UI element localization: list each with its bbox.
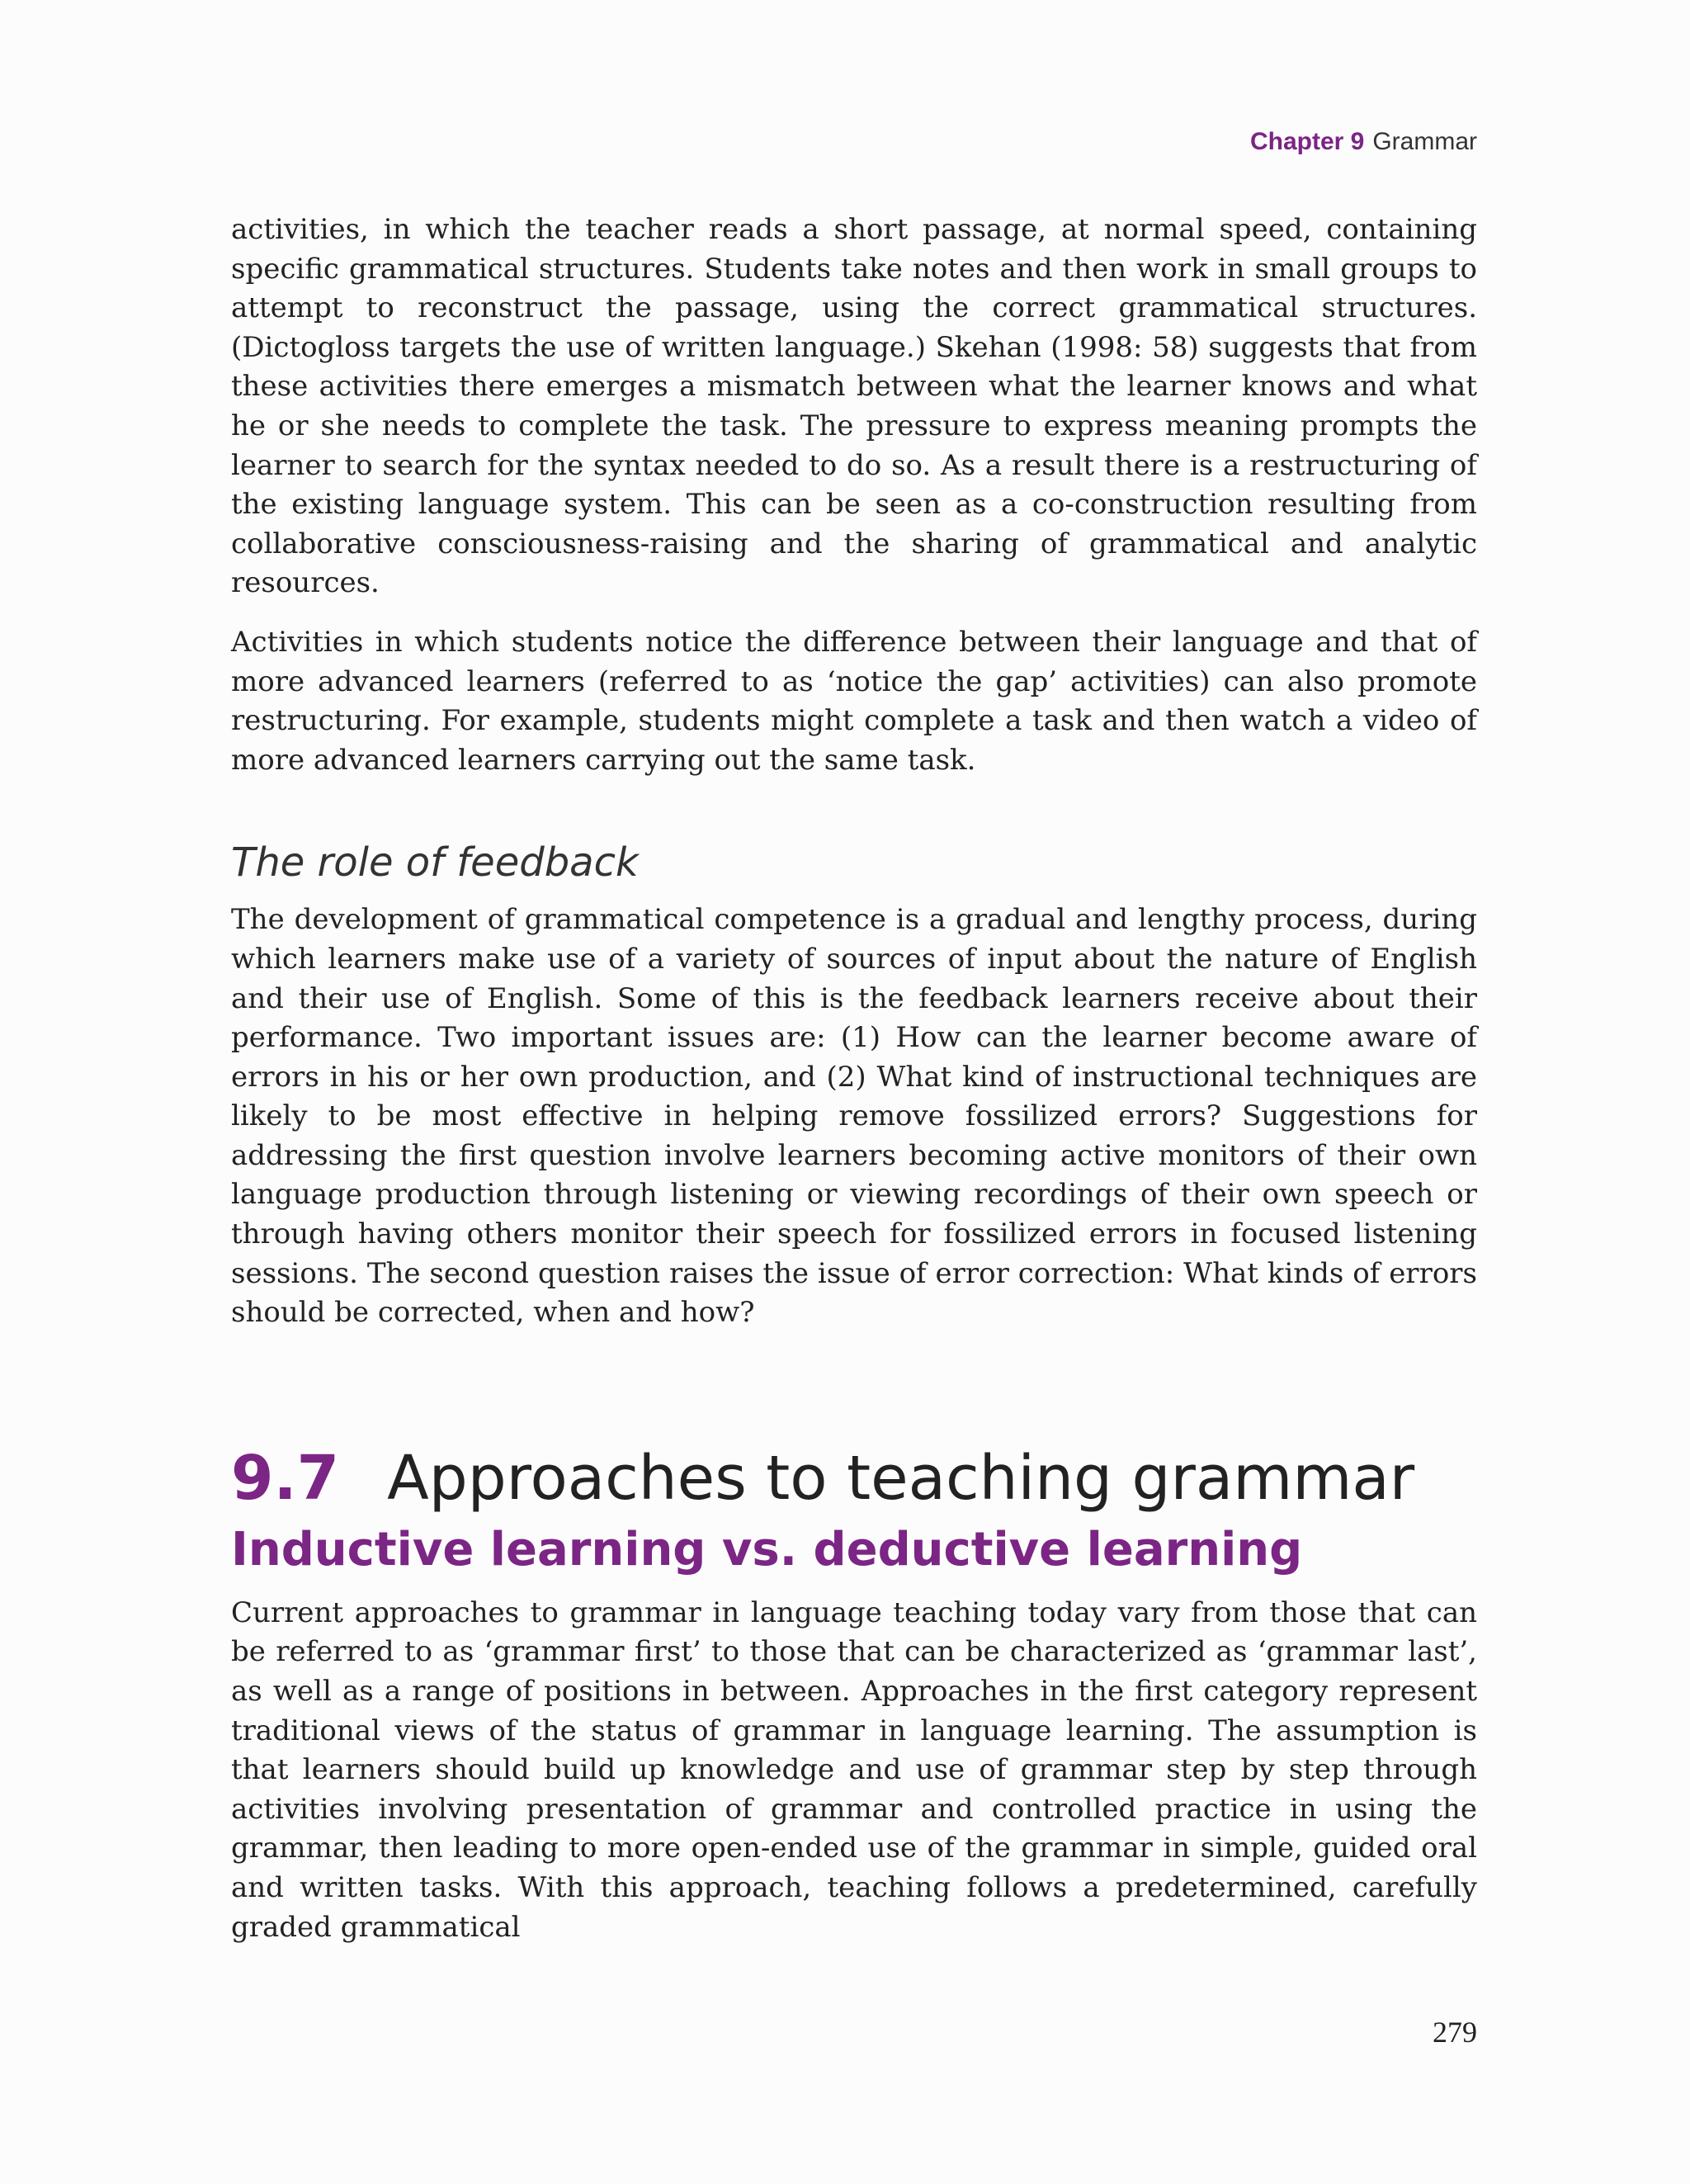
section-heading xyxy=(231,1442,1477,1515)
chapter-title: Grammar xyxy=(1372,128,1477,155)
feedback-paragraph: The development of grammatical competence is a gradual and lengthy process, during which learners make use of a variety of sources of input about the nature of English and their use of English. Some of this is the feedback learners receive about their performance. Two important issues are: (1) How can the learner become aware of errors in his or her own production, and (2) What kind of instructional techniques are likely to be most effective in helping remove fossilized errors? Suggestions for addressing the first question involve learners becoming active monitors of their own language production through listening or viewing recordings of their own speech or through having others monitor their speech for fossilized errors in focused listening sessions. The second question raises the issue of error correction: What kinds of errors should be corrected, when and how? xyxy=(231,903,1477,1330)
section-subheading: Inductive learning vs. deductive learning xyxy=(231,1522,1303,1577)
section-title: Approaches to teaching grammar xyxy=(387,1442,1415,1514)
chapter-label: Chapter 9 xyxy=(1249,128,1365,155)
body-paragraph: Activities in which students notice the difference between their language and that of more advanced learners (referred to as ‘notice the gap’ activities) can also promote restructuring. For example, students might complete a task and then watch a video of more advanced learners carrying out the same task. xyxy=(231,625,1477,777)
body-paragraph: activities, in which the teacher reads a short passage, at normal speed, containing specific grammatical structures. Students take notes and then work in small groups to attempt to reconstruct the passage, using the correct grammatical structures. (Dictogloss targets the use of written language.) Skehan (1998: 58) suggests that from these activities there emerges a mismatch between what the learner knows and what he or she needs to complete the task. The pressure to express meaning prompts the learner to search for the syntax needed to do so. As a result there is a restructuring of the existing language system. This can be seen as a co-construction resulting from collaborative consciousness-raising and the sharing of grammatical and analytic resources. xyxy=(231,213,1477,600)
page-body xyxy=(231,210,1477,1947)
section-number: 9.7 xyxy=(231,1442,340,1514)
feedback-heading: The role of feedback xyxy=(231,839,639,886)
section-paragraph: Current approaches to grammar in language teaching today vary from those that can be referred to as ‘grammar first’ to those that can be characterized as ‘grammar last’, as well as a range of positions in between. Approaches in the first category represent traditional views of the status of grammar in language learning. The assumption is that learners should build up knowledge and use of grammar step by step through activities involving presentation of grammar and controlled practice in using the grammar, then leading to more open-ended use of the grammar in simple, guided oral and written tasks. With this approach, teaching follows a predetermined, carefully graded grammatical xyxy=(231,1595,1477,1944)
running-head xyxy=(1250,125,1477,158)
page-number: 279 xyxy=(1433,2016,1477,2049)
